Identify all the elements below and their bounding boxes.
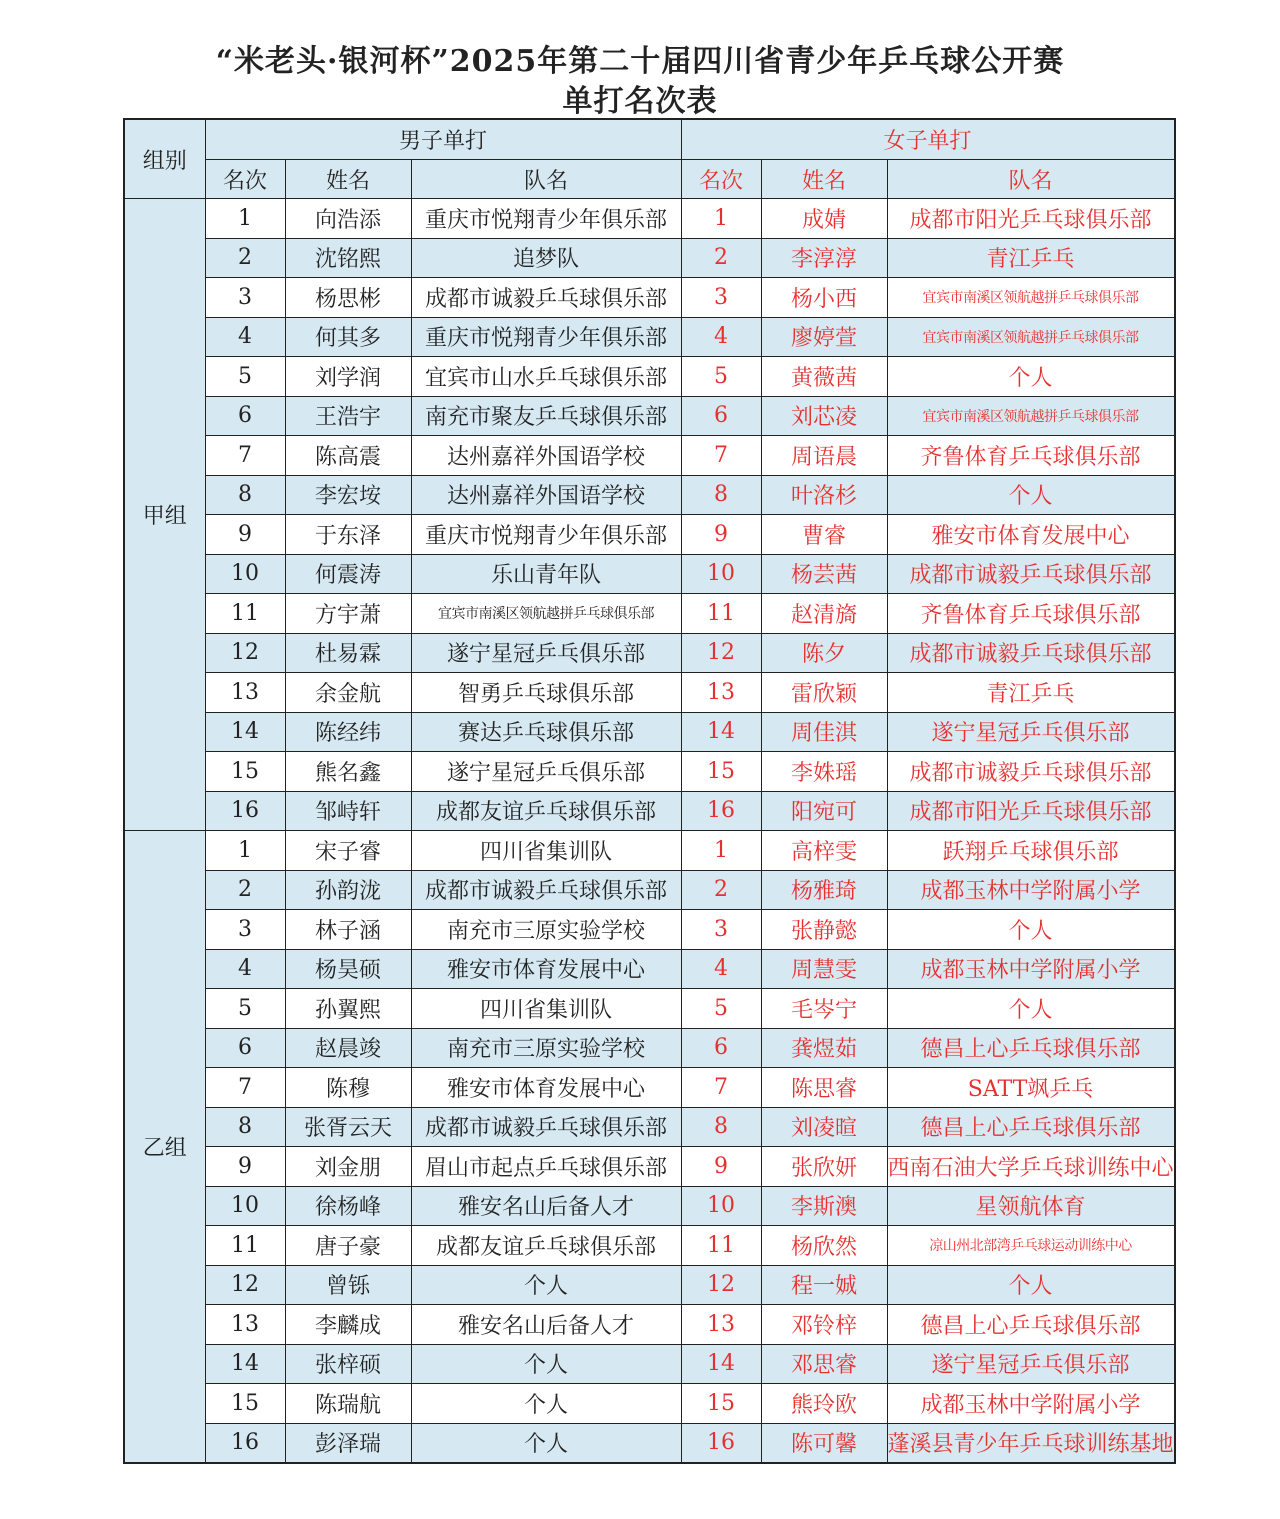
women-rank-cell: 11	[681, 1226, 761, 1266]
table-row	[124, 949, 1175, 989]
men-team-cell: 宜宾市南溪区领航越拼乒乓球俱乐部	[411, 594, 681, 634]
women-rank-cell: 11	[681, 594, 761, 634]
women-rank-header: 名次	[681, 160, 761, 199]
women-name-cell: 龚煜茹	[761, 1028, 887, 1068]
men-team-cell: 个人	[411, 1265, 681, 1305]
women-name-cell: 张欣妍	[761, 1147, 887, 1187]
women-name-cell: 刘芯凌	[761, 396, 887, 436]
men-rank-cell: 4	[205, 317, 285, 357]
women-team-cell: 西南石油大学乒乓球训练中心	[887, 1147, 1175, 1187]
men-rank-cell: 16	[205, 1423, 285, 1463]
men-team-cell: 遂宁星冠乒乓俱乐部	[411, 633, 681, 673]
men-team-cell: 眉山市起点乒乓球俱乐部	[411, 1147, 681, 1187]
women-rank-cell: 4	[681, 317, 761, 357]
women-rank-cell: 9	[681, 1147, 761, 1187]
women-team-cell: 齐鲁体育乒乓球俱乐部	[887, 436, 1175, 476]
women-rank-cell: 15	[681, 752, 761, 792]
men-rank-cell: 12	[205, 1265, 285, 1305]
women-team-cell: 成都市阳光乒乓球俱乐部	[887, 791, 1175, 831]
men-name-cell: 李麟成	[285, 1305, 411, 1345]
table-row	[124, 1423, 1175, 1463]
women-team-cell: 个人	[887, 475, 1175, 515]
men-team-cell: 个人	[411, 1423, 681, 1463]
men-name-cell: 熊名鑫	[285, 752, 411, 792]
men-rank-cell: 16	[205, 791, 285, 831]
men-team-cell: 南充市聚友乒乓球俱乐部	[411, 396, 681, 436]
table-row	[124, 1107, 1175, 1147]
men-name-cell: 方宇萧	[285, 594, 411, 634]
men-name-cell: 杨昊硕	[285, 949, 411, 989]
men-name-cell: 何其多	[285, 317, 411, 357]
men-rank-cell: 7	[205, 436, 285, 476]
men-name-cell: 刘学润	[285, 357, 411, 397]
women-name-cell: 李淳淳	[761, 238, 887, 278]
women-name-cell: 陈可馨	[761, 1423, 887, 1463]
men-rank-cell: 4	[205, 949, 285, 989]
women-rank-cell: 6	[681, 396, 761, 436]
men-name-cell: 杨思彬	[285, 278, 411, 318]
men-name-cell: 王浩宇	[285, 396, 411, 436]
table-row	[124, 1028, 1175, 1068]
group-label: 乙组	[124, 831, 205, 1464]
men-rank-cell: 8	[205, 475, 285, 515]
men-team-cell: 四川省集训队	[411, 989, 681, 1029]
men-name-cell: 唐子豪	[285, 1226, 411, 1266]
table-row	[124, 1226, 1175, 1266]
men-team-cell: 南充市三原实验学校	[411, 1028, 681, 1068]
women-name-cell: 周语晨	[761, 436, 887, 476]
women-rank-cell: 9	[681, 515, 761, 555]
men-team-cell: 遂宁星冠乒乓俱乐部	[411, 752, 681, 792]
men-name-cell: 孙韵泷	[285, 870, 411, 910]
table-row	[124, 317, 1175, 357]
men-rank-cell: 1	[205, 831, 285, 871]
men-name-cell: 邹峙轩	[285, 791, 411, 831]
women-name-cell: 杨欣然	[761, 1226, 887, 1266]
women-team-cell: 宜宾市南溪区领航越拼乒乓球俱乐部	[887, 278, 1175, 318]
table-row	[124, 989, 1175, 1029]
table-row	[124, 1344, 1175, 1384]
women-name-cell: 周佳淇	[761, 712, 887, 752]
men-name-cell: 孙翼熙	[285, 989, 411, 1029]
men-name-cell: 彭泽瑞	[285, 1423, 411, 1463]
men-rank-cell: 11	[205, 594, 285, 634]
table-row	[124, 1384, 1175, 1424]
women-rank-cell: 4	[681, 949, 761, 989]
women-name-cell: 成婧	[761, 199, 887, 239]
table-row	[124, 1265, 1175, 1305]
women-rank-cell: 13	[681, 1305, 761, 1345]
women-team-cell: 雅安市体育发展中心	[887, 515, 1175, 555]
women-team-cell: 成都玉林中学附属小学	[887, 870, 1175, 910]
women-rank-cell: 13	[681, 673, 761, 713]
men-rank-cell: 12	[205, 633, 285, 673]
men-rank-header: 名次	[205, 160, 285, 199]
women-rank-cell: 5	[681, 989, 761, 1029]
women-name-cell: 熊玲欧	[761, 1384, 887, 1424]
men-team-cell: 雅安名山后备人才	[411, 1186, 681, 1226]
men-team-cell: 雅安市体育发展中心	[411, 949, 681, 989]
men-rank-cell: 1	[205, 199, 285, 239]
table-row	[124, 1186, 1175, 1226]
women-name-cell: 叶洛杉	[761, 475, 887, 515]
table-row	[124, 515, 1175, 555]
women-name-cell: 周慧雯	[761, 949, 887, 989]
men-name-cell: 陈高震	[285, 436, 411, 476]
rankings-table	[123, 118, 1176, 1464]
men-team-cell: 四川省集训队	[411, 831, 681, 871]
women-rank-cell: 14	[681, 1344, 761, 1384]
women-team-cell: 遂宁星冠乒乓俱乐部	[887, 1344, 1175, 1384]
women-team-cell: 遂宁星冠乒乓俱乐部	[887, 712, 1175, 752]
men-team-cell: 雅安名山后备人才	[411, 1305, 681, 1345]
men-rank-cell: 15	[205, 1384, 285, 1424]
women-rank-cell: 1	[681, 831, 761, 871]
women-rank-cell: 3	[681, 278, 761, 318]
men-rank-cell: 3	[205, 278, 285, 318]
men-name-cell: 刘金朋	[285, 1147, 411, 1187]
men-name-cell: 陈穆	[285, 1068, 411, 1108]
women-team-header: 队名	[887, 160, 1175, 199]
women-team-cell: 个人	[887, 357, 1175, 397]
table-row	[124, 554, 1175, 594]
women-team-cell: 凉山州北部湾乒乓球运动训练中心	[887, 1226, 1175, 1266]
women-rank-cell: 2	[681, 238, 761, 278]
women-rank-cell: 15	[681, 1384, 761, 1424]
table-row	[124, 1068, 1175, 1108]
women-team-cell: 个人	[887, 910, 1175, 950]
group-header: 组别	[124, 119, 205, 199]
women-rank-cell: 16	[681, 1423, 761, 1463]
women-name-cell: 杨雅琦	[761, 870, 887, 910]
men-team-cell: 重庆市悦翔青少年俱乐部	[411, 317, 681, 357]
women-team-cell: 星领航体育	[887, 1186, 1175, 1226]
men-rank-cell: 6	[205, 396, 285, 436]
women-team-cell: 跃翔乒乓球俱乐部	[887, 831, 1175, 871]
table-row	[124, 831, 1175, 871]
women-rank-cell: 8	[681, 1107, 761, 1147]
men-rank-cell: 14	[205, 712, 285, 752]
men-name-cell: 徐杨峰	[285, 1186, 411, 1226]
men-name-cell: 于东泽	[285, 515, 411, 555]
men-rank-cell: 5	[205, 989, 285, 1029]
women-team-cell: 成都市诚毅乒乓球俱乐部	[887, 633, 1175, 673]
women-team-cell: 成都市阳光乒乓球俱乐部	[887, 199, 1175, 239]
men-team-cell: 追梦队	[411, 238, 681, 278]
men-team-cell: 南充市三原实验学校	[411, 910, 681, 950]
men-name-cell: 杜易霖	[285, 633, 411, 673]
women-name-cell: 邓思睿	[761, 1344, 887, 1384]
men-rank-cell: 6	[205, 1028, 285, 1068]
women-rank-cell: 14	[681, 712, 761, 752]
women-name-cell: 雷欣颖	[761, 673, 887, 713]
table-row	[124, 910, 1175, 950]
women-team-cell: 齐鲁体育乒乓球俱乐部	[887, 594, 1175, 634]
women-rank-cell: 7	[681, 1068, 761, 1108]
men-team-cell: 达州嘉祥外国语学校	[411, 436, 681, 476]
women-rank-cell: 10	[681, 1186, 761, 1226]
men-team-cell: 个人	[411, 1344, 681, 1384]
women-rank-cell: 7	[681, 436, 761, 476]
men-team-cell: 成都友谊乒乓球俱乐部	[411, 791, 681, 831]
women-rank-cell: 1	[681, 199, 761, 239]
table-row	[124, 357, 1175, 397]
table-row	[124, 396, 1175, 436]
page-subtitle: 单打名次表	[562, 84, 718, 119]
table-row	[124, 238, 1175, 278]
table-row	[124, 199, 1175, 239]
women-rank-cell: 16	[681, 791, 761, 831]
women-team-cell: 宜宾市南溪区领航越拼乒乓球俱乐部	[887, 317, 1175, 357]
women-rank-cell: 8	[681, 475, 761, 515]
men-name-cell: 林子涵	[285, 910, 411, 950]
men-team-cell: 宜宾市山水乒乓球俱乐部	[411, 357, 681, 397]
men-team-cell: 重庆市悦翔青少年俱乐部	[411, 199, 681, 239]
men-rank-cell: 8	[205, 1107, 285, 1147]
men-rank-cell: 2	[205, 870, 285, 910]
table-row	[124, 870, 1175, 910]
men-name-header: 姓名	[285, 160, 411, 199]
women-team-cell: 蓬溪县青少年乒乓球训练基地	[887, 1423, 1175, 1463]
men-rank-cell: 5	[205, 357, 285, 397]
men-name-cell: 宋子睿	[285, 831, 411, 871]
women-name-cell: 高梓雯	[761, 831, 887, 871]
women-name-cell: 杨小西	[761, 278, 887, 318]
women-name-cell: 黄薇茜	[761, 357, 887, 397]
men-name-cell: 向浩添	[285, 199, 411, 239]
men-name-cell: 张胥云天	[285, 1107, 411, 1147]
table-row	[124, 1305, 1175, 1345]
men-team-cell: 乐山青年队	[411, 554, 681, 594]
men-team-cell: 雅安市体育发展中心	[411, 1068, 681, 1108]
men-name-cell: 赵晨竣	[285, 1028, 411, 1068]
women-name-cell: 陈思睿	[761, 1068, 887, 1108]
men-rank-cell: 15	[205, 752, 285, 792]
women-name-cell: 邓铃梓	[761, 1305, 887, 1345]
men-rank-cell: 7	[205, 1068, 285, 1108]
women-name-cell: 陈夕	[761, 633, 887, 673]
women-name-cell: 赵清旖	[761, 594, 887, 634]
women-singles-header: 女子单打	[681, 119, 1175, 160]
men-team-cell: 达州嘉祥外国语学校	[411, 475, 681, 515]
table-row	[124, 278, 1175, 318]
men-rank-cell: 9	[205, 515, 285, 555]
men-rank-cell: 13	[205, 673, 285, 713]
men-name-cell: 陈瑞航	[285, 1384, 411, 1424]
women-name-cell: 张静懿	[761, 910, 887, 950]
women-name-header: 姓名	[761, 160, 887, 199]
men-rank-cell: 13	[205, 1305, 285, 1345]
group-label: 甲组	[124, 199, 205, 831]
men-rank-cell: 14	[205, 1344, 285, 1384]
women-rank-cell: 3	[681, 910, 761, 950]
table-row	[124, 436, 1175, 476]
women-team-cell: 德昌上心乒乓球俱乐部	[887, 1305, 1175, 1345]
men-team-cell: 个人	[411, 1384, 681, 1424]
women-team-cell: 个人	[887, 1265, 1175, 1305]
women-rank-cell: 5	[681, 357, 761, 397]
men-name-cell: 沈铭熙	[285, 238, 411, 278]
women-name-cell: 李姝瑶	[761, 752, 887, 792]
women-name-cell: 阳宛可	[761, 791, 887, 831]
women-team-cell: SATT飒乒乓	[887, 1068, 1175, 1108]
women-name-cell: 毛岑宁	[761, 989, 887, 1029]
women-name-cell: 程一娍	[761, 1265, 887, 1305]
men-rank-cell: 10	[205, 1186, 285, 1226]
women-team-cell: 德昌上心乒乓球俱乐部	[887, 1107, 1175, 1147]
women-team-cell: 个人	[887, 989, 1175, 1029]
women-name-cell: 李斯澳	[761, 1186, 887, 1226]
women-name-cell: 杨芸茜	[761, 554, 887, 594]
men-team-cell: 智勇乒乓球俱乐部	[411, 673, 681, 713]
men-team-header: 队名	[411, 160, 681, 199]
women-rank-cell: 10	[681, 554, 761, 594]
women-team-cell: 青江乒乓	[887, 238, 1175, 278]
table-row	[124, 633, 1175, 673]
men-team-cell: 成都友谊乒乓球俱乐部	[411, 1226, 681, 1266]
women-team-cell: 成都市诚毅乒乓球俱乐部	[887, 554, 1175, 594]
women-team-cell: 成都市诚毅乒乓球俱乐部	[887, 752, 1175, 792]
men-rank-cell: 2	[205, 238, 285, 278]
women-rank-cell: 2	[681, 870, 761, 910]
men-rank-cell: 11	[205, 1226, 285, 1266]
women-rank-cell: 12	[681, 633, 761, 673]
women-team-cell: 德昌上心乒乓球俱乐部	[887, 1028, 1175, 1068]
men-rank-cell: 9	[205, 1147, 285, 1187]
table-row	[124, 791, 1175, 831]
page-title: “米老头·银河杯”2025年第二十届四川省青少年乒乓球公开赛	[215, 44, 1065, 79]
women-team-cell: 成都玉林中学附属小学	[887, 949, 1175, 989]
men-team-cell: 成都市诚毅乒乓球俱乐部	[411, 870, 681, 910]
women-name-cell: 廖婷萱	[761, 317, 887, 357]
rankings-body	[124, 199, 1175, 1464]
table-row	[124, 594, 1175, 634]
men-team-cell: 重庆市悦翔青少年俱乐部	[411, 515, 681, 555]
table-row	[124, 712, 1175, 752]
men-name-cell: 余金航	[285, 673, 411, 713]
men-team-cell: 成都市诚毅乒乓球俱乐部	[411, 1107, 681, 1147]
table-row	[124, 1147, 1175, 1187]
men-team-cell: 成都市诚毅乒乓球俱乐部	[411, 278, 681, 318]
women-name-cell: 刘凌暄	[761, 1107, 887, 1147]
table-row	[124, 673, 1175, 713]
table-row	[124, 475, 1175, 515]
table-row	[124, 752, 1175, 792]
men-rank-cell: 10	[205, 554, 285, 594]
men-name-cell: 李宏垵	[285, 475, 411, 515]
men-name-cell: 张梓硕	[285, 1344, 411, 1384]
women-rank-cell: 6	[681, 1028, 761, 1068]
men-rank-cell: 3	[205, 910, 285, 950]
women-team-cell: 宜宾市南溪区领航越拼乒乓球俱乐部	[887, 396, 1175, 436]
men-team-cell: 赛达乒乓球俱乐部	[411, 712, 681, 752]
women-team-cell: 青江乒乓	[887, 673, 1175, 713]
men-singles-header: 男子单打	[205, 119, 681, 160]
women-rank-cell: 12	[681, 1265, 761, 1305]
men-name-cell: 何震涛	[285, 554, 411, 594]
women-team-cell: 成都玉林中学附属小学	[887, 1384, 1175, 1424]
men-name-cell: 曾铄	[285, 1265, 411, 1305]
women-name-cell: 曹睿	[761, 515, 887, 555]
men-name-cell: 陈经纬	[285, 712, 411, 752]
